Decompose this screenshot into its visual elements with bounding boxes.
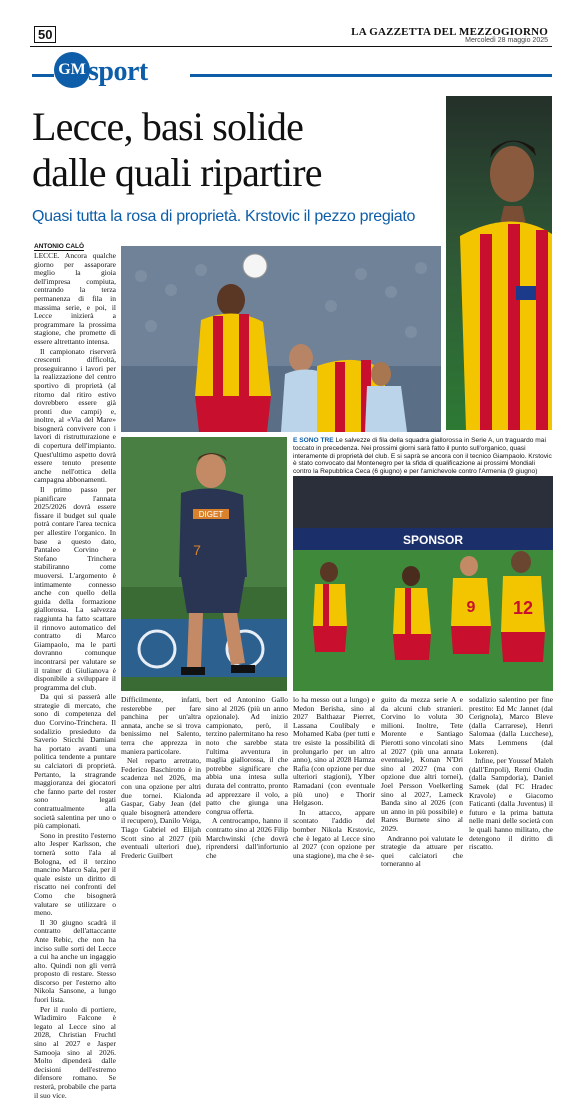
- section-line-right: [190, 74, 552, 77]
- jersey-sponsor: DIGET: [198, 510, 224, 519]
- col5-para: guito da mezza serie A e da alcuni club stranieri. Corvino lo voluta 30 milioni. Inoltre, Tete Morente e Santiago Pierotti sono vincolati sino al 2027 (più una annata eventuale), Konan N'Dri sino al 2027 (ma con opzione due altri tornei), Joel Persson Voelkerling sino al 2027, Lameck Banda sino al 2026 (con un anno in più possibile) e Rares Burnete sino al 2029.: [381, 695, 463, 833]
- section-line-left: [32, 74, 54, 77]
- stadium-banner: SPONSOR: [403, 533, 464, 547]
- header-rule: [30, 46, 552, 47]
- col4-para: In attacco, appare scontato l'addio del bomber Nikola Krstovic, che è legato al Lecce sino al 2027 (con opzione per una stagione), ma che è se-: [293, 807, 375, 860]
- photo-player-away-kit: [121, 437, 287, 691]
- col2-para: Difficilmente, infatti, resterebbe per fare panchina per un'altra annata, anche se si trova benissimo nel Salento, terra che apprezza in maniera particolare.: [121, 695, 201, 756]
- article-column-1: [34, 251, 116, 1100]
- article-column-5: [381, 695, 463, 869]
- col6-para: sodalizio salentino per fine prestito: Ed Mc Jannet (dal Cerignola), Marco Bleve (dalla Carrarese), Henri Salomaa (dalla Lucchese), Mats Lemmens (dal Lokeren).: [469, 695, 553, 756]
- col1-para: Per il ruolo di portiere, Wladimiro Falcone è legato al Lecce sino al 2028, Christian Fruchtl sino al 2027 e Jasper Samooja sino al 2026. Molto dipenderà dalle decisioni dell'estremo difensore romano. Se resterà, probabile che parta il suo vice.: [34, 1004, 116, 1100]
- photo-player-away-kit-art: [121, 437, 287, 691]
- caption-label: E SONO TRE: [293, 437, 334, 444]
- col1-para: Il campionato riserverà crescenti difficoltà, proseguiranno i lavori per la realizzazione del centro sportivo di proprietà (al ritorno dal ritiro estivo dovrebbero essere già pronti due campi) e, inoltre, al «Via del Mare» bisognerà convivere con i lavori di ristrutturazione e di copertura dell'impianto. Quest'ultimo aspetto dovrà essere tenuto presente anche nell'ottica della campagna abbonamenti.: [34, 346, 116, 485]
- byline: ANTONIO CALÒ: [34, 243, 85, 250]
- caption-text: Le salvezze di fila della squadra giallorossa in Serie A, un traguardo mai toccato in precedenza. Nei prossimi giorni sarà fatto il punto sull'organico, quasi interamente di proprietà del club. E si saprà se ancora con il tecnico Giampaolo. Krstovic è stato convocato dal Montenegro per la sfida di qualificazione ai prossimi Mondiali contro la Repubblica Ceca (6 giugno) e per l'amichevole contro l'Armenia (9 giugno): [293, 437, 552, 476]
- headline-line-1: Lecce, basi solide: [32, 104, 304, 149]
- issue-date: Mercoledì 28 maggio 2025: [465, 37, 548, 44]
- col1-para: Da qui si passerà alle strategie di mercato, che sono di competenza del duo Corvino-Trinchera. Il sodalizio presieduto da Saverio Sticchi Damiani ha portato avanti una politica tendente a puntare su calciatori di proprietà. Pertanto, la stragrande maggioranza dei giocatori che fanno parte del roster sono legati contrattualmente alla società salentina per uno o più campionati.: [34, 692, 116, 831]
- celebration-jersey-number-2: 12: [512, 598, 534, 618]
- article-column-2: [121, 695, 201, 860]
- section-logo: GM: [54, 52, 90, 88]
- photo-player-closeup-art: [446, 96, 552, 430]
- subheadline: Quasi tutta la rosa di proprietà. Krstovic il pezzo pregiato: [32, 208, 416, 225]
- col3-para: bert ed Antonino Gallo sino al 2026 (più un anno opzionale). Ad inizio campionato, però, il terzino palermitano ha reso noto che sarebbe stata l'ultima avventura in maglia giallorossa, il che potrebbe significare che abbia una intesa sulla durata del contratto, pronto ad apprezzare il volo, a patto che giunga una congrua offerta.: [206, 695, 288, 816]
- photo-celebration: [293, 476, 553, 691]
- col5-para: Andranno poi valutate le strategie da attuare per quei calciatori che torneranno al: [381, 833, 463, 869]
- celebration-jersey-number: 9: [466, 599, 476, 616]
- jersey-number: 7: [193, 542, 201, 558]
- col6-para: Infine, per Youssef Maleh (dall'Empoli), Remi Oudin (dalla Sampdoria), Daniel Samek (dal FC Hradec Kravole) e Giacomo Faticanti (dalla Juventus) il futuro e la prima battuta nelle mani delle società con le quali hanno militato, che detengono il diritto di riscatto.: [469, 756, 553, 852]
- headline-line-2: dalle quali ripartire: [32, 150, 322, 195]
- col1-para: Sono in prestito l'esterno alto Jesper Karlsson, che tornerà sotto l'ala al Bologna, ed il terzino mancino Marco Sala, per il quale esiste un diritto di riscatto nei confronti del Como che bisognerà valutare se utilizzare o meno.: [34, 830, 116, 918]
- page-header: [0, 0, 580, 44]
- page-number: 50: [34, 26, 56, 43]
- photo-player-closeup: [446, 96, 552, 430]
- section-label: sport: [88, 56, 148, 87]
- col1-para: LECCE. Ancora qualche giorno per assaporare meglio la gioia dell'impresa compiuta, centrando la terza permanenza di fila in massima serie, e poi, il Lecce inizierà a programmare la prossima stagione, che promette di essere altrettanto intensa.: [34, 251, 116, 346]
- col3-para: A centrocampo, hanno il contratto sino al 2026 Filip Marchwinski (che dovrà riprendersi dall'infortunio che: [206, 816, 288, 860]
- col2-para: Nel reparto arretrato, Federico Baschirotto è in scadenza nel 2026, ma con una opzione per altri due tornei. Kialonda Gaspar, Gaby Jean (del quale bisognerà attendere il recupero), Danilo Veiga, Tiago Gabriel ed Elijah Scott sino al 2027 (più eventuali ulteriori due), Frederic Guilbert: [121, 756, 201, 860]
- col1-para: Il primo passo per pianificare l'annata 2025/2026 dovrà essere fissare il budget sul quale potrà contare l'area tecnica per allestire l'organico. In base a questo dato, Pantaleo Corvino e Stefano Trinchera stabiliranno come muoversi. L'argomento è intimamente connesso anche con quello della guida della formazione giallorossa. La salvezza raggiunta ha fatto scattare il rinnovo automatico del contratto di Marco Giampaolo, ma le parti dovranno comunque incontrarsi per valutare se il trainer di Giulianova è disponibile a sviluppare il programma del club.: [34, 485, 116, 692]
- headline: [32, 104, 442, 196]
- article-column-4: [293, 695, 375, 860]
- article-column-6: [469, 695, 553, 852]
- photo-header-duel-art: [121, 246, 441, 432]
- article-column-3: [206, 695, 288, 860]
- photo-caption: [293, 437, 553, 476]
- photo-celebration-art: [293, 476, 553, 691]
- col1-para: Il 30 giugno scadrà il contratto dell'attaccante Ante Rebic, che non ha inciso sulle sorti del Lecce a cui ha anche un ingaggio alto. Quindi non gli verrà proposto di restare. Stesso discorso per l'esterno alto Nikola Sansone, a lungo fuori lista.: [34, 917, 116, 1005]
- photo-header-duel: [121, 246, 441, 432]
- masthead: LA GAZZETTA DEL MEZZOGIORNO: [351, 26, 548, 38]
- col4-para: lo ha messo out a lungo) e Medon Berisha, sino al 2027 Balthazar Pierret, Lassana Coulibaly e Mohamed Kaba (per tutti e tre esiste la possibilità di prolungarlo per un altro anno), sino al 2028 Hamza Rafia (con opzione per due ulteriori stagioni), Ylber Ramadani (con eventuale più uno) e Thorir Helgason.: [293, 695, 375, 808]
